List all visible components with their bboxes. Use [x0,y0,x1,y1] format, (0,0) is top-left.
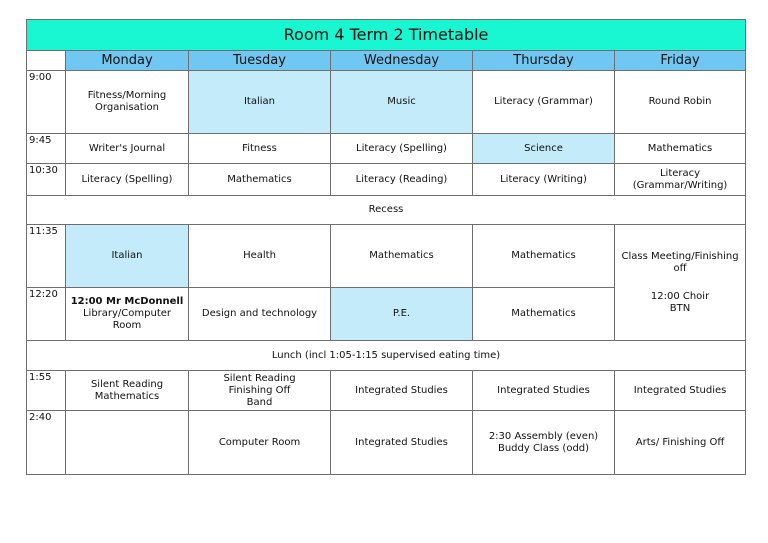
timetable-title: Room 4 Term 2 Timetable [27,20,746,51]
friday-class-meeting: Class Meeting/Finishing off [621,250,739,274]
cell-tuesday: Mathematics [189,164,331,196]
cell-monday: Silent Reading Mathematics [66,371,189,411]
cell-tuesday [189,371,331,411]
friday-choir: 12:00 Choir [650,290,710,302]
monday-mr-mcdonnell: 12:00 Mr McDonnell [70,296,184,307]
cell-wednesday: Integrated Studies [331,411,473,475]
cell-wednesday: Integrated Studies [331,371,473,411]
time-label: 10:30 [27,164,66,196]
cell-monday [66,411,189,475]
cell-friday: Mathematics [615,134,746,164]
cell-tuesday: Computer Room [189,411,331,475]
cell-wednesday: Literacy (Spelling) [331,134,473,164]
cell-friday: Integrated Studies [615,371,746,411]
cell-friday: Round Robin [615,71,746,134]
timetable [26,19,746,475]
tuesday-finishing-off: Finishing Off [228,384,291,396]
day-header-wednesday: Wednesday [331,51,473,71]
cell-wednesday: Music [331,71,473,134]
cell-thursday: Literacy (Writing) [473,164,615,196]
time-label: 9:45 [27,134,66,164]
cell-friday: Literacy (Grammar/Writing) [615,164,746,196]
cell-friday [615,225,746,341]
time-label: 11:35 [27,225,66,288]
day-header-monday: Monday [66,51,189,71]
cell-thursday: Integrated Studies [473,371,615,411]
cell-tuesday: Fitness [189,134,331,164]
cell-monday: Writer's Journal [66,134,189,164]
cell-wednesday: Literacy (Reading) [331,164,473,196]
cell-tuesday: Italian [189,71,331,134]
recess-row: Recess [27,196,746,225]
monday-library: Library/Computer Room [82,308,172,331]
lunch-row: Lunch (incl 1:05-1:15 supervised eating time) [27,341,746,371]
cell-thursday: Mathematics [473,225,615,288]
cell-tuesday: Health [189,225,331,288]
cell-thursday: Mathematics [473,288,615,341]
day-header-friday: Friday [615,51,746,71]
tuesday-band: Band [246,396,273,408]
cell-tuesday: Design and technology [189,288,331,341]
cell-monday: Fitness/Morning Organisation [66,71,189,134]
cell-thursday: 2:30 Assembly (even) Buddy Class (odd) [473,411,615,475]
friday-btn: BTN [669,302,691,314]
day-header-thursday: Thursday [473,51,615,71]
cell-thursday: Science [473,134,615,164]
cell-friday: Arts/ Finishing Off [615,411,746,475]
cell-monday: Italian [66,225,189,288]
time-label: 2:40 [27,411,66,475]
time-label: 1:55 [27,371,66,411]
time-label: 9:00 [27,71,66,134]
cell-monday: Literacy (Spelling) [66,164,189,196]
day-header-tuesday: Tuesday [189,51,331,71]
cell-thursday: Literacy (Grammar) [473,71,615,134]
cell-wednesday: Mathematics [331,225,473,288]
corner-cell [27,51,66,71]
tuesday-silent-reading: Silent Reading [223,372,296,384]
cell-monday [66,288,189,341]
time-label: 12:20 [27,288,66,341]
cell-wednesday: P.E. [331,288,473,341]
